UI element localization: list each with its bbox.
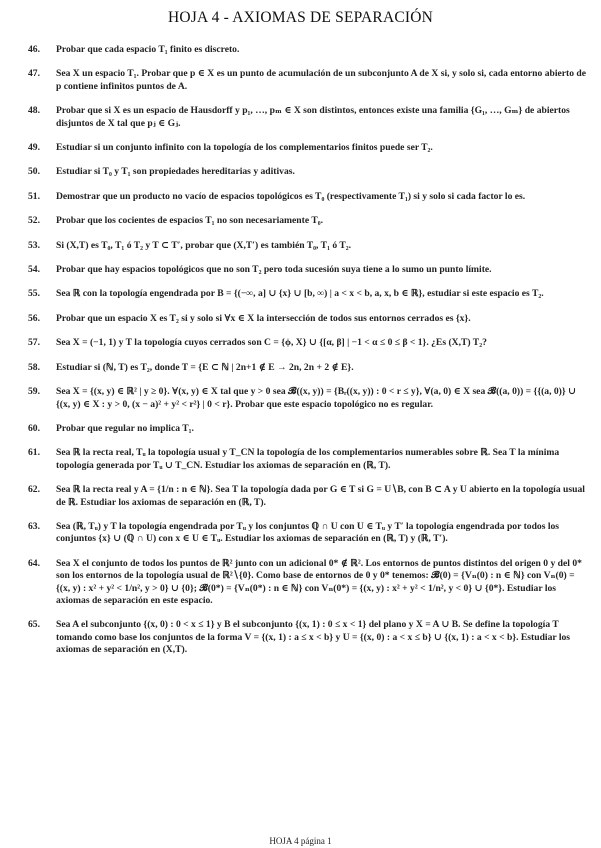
problem-number: 48. [28,105,40,117]
problem-text: Sea (ℝ, Tᵤ) y T la topología engendrada por Tᵤ y los conjuntos ℚ ∩ U con U ∈ Tᵤ y T′ la topología engendrada por todos los conjuntos {x} ∪ (ℚ ∩ U) con x ∈ U ∈ Tᵤ. Estudiar los axiomas de separación en (ℝ, T) y (ℝ, T′). [56,520,560,545]
problem-number: 52. [28,215,40,227]
problem-item [28,142,588,154]
problem-text: Probar que cada espacio T₁ finito es discreto. [56,44,240,55]
problem-item [28,558,588,608]
problem-text: Probar que un espacio X es T₂ si y solo si ∀x ∈ X la intersección de todos sus entornos cerrados es {x}. [56,312,471,324]
problem-item [28,362,588,374]
problem-text: Sea X un espacio T₁. Probar que p ∈ X es un punto de acumulación de un subconjunto A de X si, y solo si, cada entorno abierto de p contiene infinitos puntos de A. [56,68,586,92]
page-title: HOJA 4 - AXIOMAS DE SEPARACIÓN [167,9,434,26]
problem-text: Sea X = (−1, 1) y T la topología cuyos cerrados son C = {ϕ, X} ∪ {[α, β] | −1 < α ≤ 0 ≤ β < 1}. ¿Es (X,T) T₂? [56,337,487,349]
problem-item [28,447,588,472]
problem-text: Si (X,T) es T₀, T₁ ó T₂ y T ⊂ T′, probar que (X,T′) es también T₀, T₁ ó T₂. [56,239,352,251]
problem-text: Estudiar si un conjunto infinito con la topología de los complementarios finitos puede ser T₂. [56,142,433,154]
problem-number: 56. [28,312,40,324]
problem-item [28,423,588,435]
problem-number: 64. [28,557,40,569]
problem-number: 55. [28,288,40,300]
problem-text: Sea X = {(x, y) ∈ ℝ² | y ≥ 0}. ∀(x, y) ∈ X tal que y > 0 sea 𝓑((x, y)) = {Bᵣ((x, y)) : 0 < r ≤ y}, ∀(a, 0) ∈ X sea 𝓑((a, 0)) = {{(a, 0)} ∪ {(x, y) ∈ X : y > 0, (x − a)² + y² < r²} | 0 < r}. Probar que este espacio topológico no es regular. [56,386,577,410]
problem-item [28,191,588,203]
problem-item [28,313,588,325]
problem-item [28,166,588,178]
problem-text: Sea A el subconjunto {(x, 0) : 0 < x ≤ 1} y B el subconjunto {(x, 1) : 0 ≤ x < 1} del plano y X = A ∪ B. Se define la topología T tomando como base los conjuntos de la forma V = {(x, 1) : a ≤ x < b} y U = {(x, 0) : a < x ≤ b} ∪ {(x, 1) : a < x < b}. Estudiar los axiomas de separación en (X,T). [56,619,571,656]
problem-item [28,68,588,93]
problem-number: 54. [28,264,40,276]
problem-item [28,105,588,130]
problem-number: 51. [28,190,40,202]
problem-number: 49. [28,142,40,154]
problem-number: 50. [28,166,40,178]
problem-item [28,264,588,276]
problem-item [28,215,588,227]
problem-item [28,337,588,349]
problem-number: 58. [28,361,40,373]
page-footer: HOJA 4 página 1 [269,836,332,846]
problem-item [28,240,588,252]
problem-number: 53. [28,239,40,251]
problem-number: 61. [28,447,40,459]
problem-text: Estudiar si (ℕ, T) es T₂, donde T = {E ⊂ ℕ | 2n+1 ∉ E → 2n, 2n + 2 ∉ E}. [56,361,354,373]
problem-number: 62. [28,484,40,496]
problem-text: Probar que regular no implica T₁. [56,422,194,434]
problem-text: Demostrar que un producto no vacío de espacios topológicos es T₀ (respectivamente T₁) si y solo si cada factor lo es. [56,190,526,202]
problem-number: 46. [28,44,40,55]
problem-item [28,288,588,300]
problem-text: Sea ℝ la recta real, Tᵤ la topología usual y T_CN la topología de los complementarios numerables sobre ℝ. Sea T la mínima topología generada por Tᵤ ∪ T_CN. Estudiar los axiomas de separación en (ℝ, T). [56,447,560,471]
problem-number: 63. [28,520,40,532]
problem-number: 59. [28,386,40,398]
problem-text: Probar que los cocientes de espacios T₁ no son necesariamente T₀. [56,215,323,227]
problem-text: Probar que hay espacios topológicos que no son T₂ pero toda sucesión suya tiene a lo sumo un punto límite. [56,264,492,276]
problem-text: Estudiar si T₀ y T₁ son propiedades hereditarias y aditivas. [56,166,295,178]
problem-text: Sea ℝ la recta real y A = {1/n : n ∈ ℕ}. Sea T la topología dada por G ∈ T si G = U∖B, con B ⊂ A y U abierto en la topología usual de ℝ. Estudiar los axiomas de separación en (ℝ, T). [56,484,585,508]
problem-text: Probar que si X es un espacio de Hausdorff y p₁, …, pₘ ∈ X son distintos, entonces existe una familia {G₁, …, Gₘ} de abiertos disjuntos de X tal que pⱼ ∈ Gⱼ. [56,105,570,129]
problem-list [28,44,588,669]
problem-number: 60. [28,422,40,434]
problem-number: 57. [28,337,40,349]
problem-number: 47. [28,68,40,80]
problem-text: Sea X el conjunto de todos los puntos de ℝ² junto con un adicional 0* ∉ ℝ². Los entornos de puntos distintos del origen 0 y del 0* son los entornos de la topología usual de ℝ²∖{0}. Como base de entornos de 0 y 0* tenemos: 𝓑(0) = {Vₙ(0) : n ∈ ℕ} con Vₙ(0) = {(x, y) : x² + y² < 1/n², y > 0} ∪ {0}; 𝓑(0*) = {Vₙ(0*) : n ∈ ℕ} con Vₙ(0*) = {(x, y) : x² + y² < 1/n², y < 0} ∪ {0*}. Estudiar los axiomas de separación en este espacio. [56,557,582,606]
problem-text: Sea ℝ con la topología engendrada por B = {(−∞, a] ∪ {x} ∪ [b, ∞) | a < x < b, a, x, b ∈ ℝ}, estudiar si este espacio es T₂. [56,288,544,300]
problem-item [28,44,588,56]
problem-number: 65. [28,619,40,631]
problem-item [28,619,588,656]
problem-item [28,386,588,411]
problem-item [28,521,588,546]
problem-item [28,484,588,509]
